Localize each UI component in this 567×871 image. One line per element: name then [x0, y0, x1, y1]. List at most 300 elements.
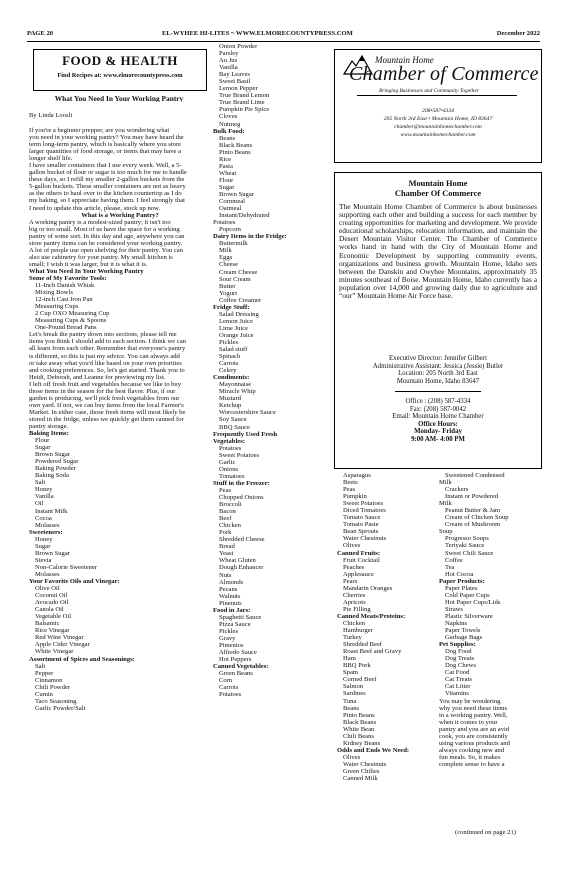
text-line: all learn from each other. Remember that everyone's pantry [29, 345, 186, 353]
list-item: Cherries [343, 591, 366, 599]
text-line: You may be wondering [439, 697, 501, 705]
text-line: fun meals. So, it makes [439, 753, 501, 761]
list-item: Peas [343, 486, 356, 494]
list-item: Fruit Cocktail [343, 556, 380, 564]
list-item: Gravy [219, 634, 236, 642]
list-item: Mayonnaise [219, 381, 252, 389]
list-item: Bacon [219, 508, 236, 516]
ad-script-top: Mountain Home [375, 55, 434, 65]
ad-phone: 208•587•4334 [422, 108, 454, 114]
list-item: Chicken [343, 619, 365, 627]
section-title: FOOD & HEALTH [62, 53, 178, 68]
list-item: Progresso Soups [445, 535, 489, 543]
list-item: Yogurt [219, 289, 238, 297]
list-item: Lime Juice [219, 324, 249, 332]
list-item: Walnuts [219, 592, 241, 600]
text-line: as the others to haul over to the kitchen countertop as I do [29, 190, 182, 198]
text-line: garden is producing, we'll pick fresh vegetables from our [29, 394, 180, 402]
text-line: big or too small. Most of us have the space for a working [29, 225, 180, 233]
ad-tagline: Bringing Businesses and Community Together [379, 88, 479, 94]
list-item: Pickles [219, 627, 239, 635]
text-line: also use cabinetry for your pantry. My small kitchen is [29, 253, 173, 261]
list-item: Bean Sprouts [343, 528, 379, 536]
chamber-article [334, 172, 542, 469]
list-item: Cinnamon [35, 676, 63, 684]
list-item: Instant Milk [35, 507, 68, 515]
list-heading: Fridge Stuff: [213, 303, 250, 311]
list-item: Water Chestnuts [343, 535, 387, 543]
list-item: Coconut Oil [35, 592, 68, 600]
list-item: Shredded Cheese [219, 536, 265, 544]
list-item: Parsley [219, 50, 239, 58]
contact-line: Location: 205 North 3rd East [398, 370, 478, 378]
list-item: Water Chestnuts [343, 760, 387, 768]
list-item: Potatoes [219, 444, 242, 452]
list-heading: Odds and Ends We Need: [337, 746, 410, 754]
list-item: Sour Cream [219, 275, 251, 283]
list-item: Avocado Oil [35, 599, 69, 607]
text-line: Let's break the pantry down into sections, please tell me [29, 331, 177, 339]
list-item: Crackers [445, 486, 469, 494]
list-item: Dough Enhancer [219, 564, 264, 572]
article-title: What You Need In Your Working Pantry [54, 95, 184, 103]
article-column-3 [337, 472, 437, 832]
list-item: Apple Cider Vinegar [35, 641, 90, 649]
list-heading: What You Need In Your Working Pantry [29, 267, 144, 275]
list-item: Spinach [219, 353, 241, 361]
list-item: Pimentos [219, 641, 244, 649]
list-heading: Dairy Items in the Fridge: [213, 233, 287, 241]
list-item: Popcorn [219, 226, 241, 234]
list-item: 12-inch Cast Iron Pan [35, 296, 93, 304]
list-item: Cumin [35, 690, 53, 698]
text-line: Milk [439, 479, 452, 487]
list-item: Cloves [219, 113, 238, 121]
list-item: Instant or Powdered [445, 493, 499, 501]
list-item: Chili Beans [343, 732, 374, 740]
chamber-body: The Mountain Home Chamber of Commerce is about businesses supporting each other and building a success for each member by creating opportunities for marketing and development. We provide educational scholarships, relocation information, and maintain the Desert Mountain Visitor Center. The Chamber of Commerce works hand in hand with the City of Mountain Home and Economic Development by supporting community events, organizations and business growth. Mountain Home, Idaho sets between the Danskin and Owyhee Mountains, approximately 35 minutes southeast of Boise. Mountain Home, Idaho currently has a population over 14,000 and growing daily due to agriculture and “our” Mountain Home Air Force base. [339, 202, 537, 301]
list-item: Pinto Beans [219, 148, 251, 156]
list-item: Powdered Sugar [35, 458, 79, 466]
list-item: True Brand Lime [219, 99, 265, 107]
list-item: Salad Dressing [219, 310, 259, 318]
list-item: Mustard [219, 395, 241, 403]
list-item: BBQ Sauce [219, 423, 250, 431]
list-item: Taco Seasoning [35, 697, 77, 705]
list-item: Instant/Dehydrated [219, 212, 270, 220]
list-item: Garbage Bags [445, 634, 483, 642]
list-item: Applesauce [343, 570, 374, 578]
list-item: Sweet Basil [219, 78, 251, 86]
list-item: Beets [343, 479, 358, 487]
list-item: Cat Treats [445, 676, 472, 684]
ad-website: www.mountainhomechamber.com [400, 132, 476, 138]
list-heading: Frequently Used Fresh [213, 430, 278, 438]
list-item: Tomato Sauce [343, 514, 381, 522]
list-item: Sweet Chili Sauce [445, 549, 494, 557]
list-item: Eggs [219, 254, 233, 262]
list-item: Teriyaki Sauce [445, 542, 485, 550]
list-item: Chili Powder [35, 683, 70, 691]
office-email: Email: Mountain Home Chamber [392, 413, 484, 421]
text-line: is different, so this is just my advice. You can always add [29, 352, 180, 360]
list-item: Tuna [343, 697, 357, 705]
list-item: Au Jus [219, 57, 238, 65]
list-heading: Paper Products: [439, 577, 485, 585]
list-item: Olives [343, 753, 361, 761]
list-heading: Condiments: [213, 374, 250, 382]
list-item: Red Wine Vinegar [35, 634, 84, 642]
ad-address: 205 North 3rd East • Mountain Home, ID 83647 [383, 116, 493, 122]
list-item: Pears [343, 577, 358, 585]
text-line: Heidi, Deborah, and Leanne for previewing my list. [29, 373, 166, 381]
list-item: Molasses [35, 570, 60, 578]
text-line: Milk [439, 500, 452, 508]
continued-note: (continued on page 21) [455, 829, 516, 836]
text-line: these days, so I refill my smaller 2-gallon buckets from the [29, 176, 185, 184]
page-header [27, 27, 540, 42]
list-item: Chicken [219, 522, 241, 530]
list-heading: Pet Supplies: [439, 641, 476, 649]
list-item: Cornmeal [219, 198, 246, 206]
list-item: Salad stuff [219, 346, 248, 354]
list-item: Garlic [219, 458, 236, 466]
ad-divider [357, 95, 517, 96]
office-fax: Fax: (208) 587-0042 [409, 405, 467, 413]
list-item: Celery [219, 367, 237, 375]
list-item: Potatoes [219, 691, 242, 699]
list-item: Canola Oil [35, 606, 64, 614]
list-item: White Vinegar [35, 648, 74, 656]
list-item: Almonds [219, 578, 244, 586]
list-item: Black Beans [219, 141, 253, 149]
list-item: Napkins [445, 619, 467, 627]
list-item: Coffee [445, 556, 463, 564]
list-item: Cold Paper Cups [445, 591, 490, 599]
list-item: Honey [35, 535, 53, 543]
list-heading: Assortment of Spices and Seasonings: [29, 655, 135, 663]
text-line: items you think I should add to each section. I think we can [29, 338, 186, 346]
list-item: Salt [35, 479, 46, 487]
list-item: Beans [343, 704, 360, 712]
list-item: Buttermilk [219, 240, 248, 248]
list-item: Lemon Pepper [219, 85, 258, 93]
chamber-contact [335, 355, 541, 385]
text-line: always cooking new and [439, 746, 505, 754]
list-item: Apricots [343, 598, 366, 606]
hours-days: Monday- Friday [414, 428, 462, 436]
list-item: Pork [219, 529, 232, 537]
text-line: A working pantry is a modest-sized pantry; it isn't too [29, 218, 171, 226]
list-item: Peanut Butter & Jam [445, 507, 501, 515]
list-heading: Food in Jars: [213, 606, 251, 614]
list-heading: Bulk Food: [213, 127, 245, 135]
list-item: Paper Towels [445, 627, 481, 635]
list-item: Worcestershire Sauce [219, 409, 276, 417]
list-item: Canned Milk [343, 775, 378, 783]
text-line: I have smaller containers that I use every week. Well, a 5- [29, 162, 182, 170]
list-item: Wheat [219, 169, 237, 177]
list-item: Nuts [219, 571, 232, 579]
list-heading: Canned Meats/Proteins: [337, 612, 406, 620]
list-item: Hot Cocoa [445, 570, 474, 578]
list-item: Hot Peppers [219, 656, 252, 664]
list-item: Mixing Bowls [35, 289, 73, 297]
article-byline: By Linda Loosli [29, 112, 73, 119]
list-item: Black Beans [343, 718, 377, 726]
list-item: Spaghetti Sauce [219, 613, 262, 621]
list-item: Pasta [219, 162, 233, 170]
text-line: 5-gallon buckets. These smaller containers are not as heavy [29, 183, 186, 191]
list-item: Sugar [219, 183, 235, 191]
text-line: term long-term pantry, which is basically where you store [29, 141, 182, 149]
list-item: Cat Litter [445, 683, 471, 691]
list-item: Asparagus [343, 472, 371, 479]
list-item: Honey [35, 486, 53, 494]
ad-email: chamber@mountainhomechamber.com [394, 124, 482, 130]
list-item: Carrots [219, 360, 239, 368]
text-line: larger quantities of food storage, or items that may have a [29, 148, 182, 156]
list-item: Pickles [219, 338, 239, 346]
list-item: Cocoa [35, 514, 52, 522]
list-item: Dog Food [445, 648, 472, 656]
text-line: gallon bucket of flour or sugar is too much for me to handle [29, 169, 187, 177]
list-item: Olives [343, 542, 361, 550]
list-item: Dog Chews [445, 662, 476, 670]
list-item: Vegetable Oil [35, 613, 72, 621]
list-item: Corn [219, 677, 233, 685]
section-banner [33, 49, 207, 91]
list-item: Ham [343, 655, 356, 663]
list-item: Orange Juice [219, 331, 254, 339]
list-item: Bread [219, 543, 235, 551]
list-item: Pizza Sauce [219, 620, 251, 628]
list-item: Broccoli [219, 501, 242, 509]
list-item: Garlic Powder/Salt [35, 704, 86, 712]
newspaper-page [27, 27, 540, 857]
chamber-ad [334, 49, 542, 163]
text-line: I need to update this article, please, stock up now. [29, 204, 161, 212]
list-item: Corned Beef [343, 676, 377, 684]
list-heading: Canned Fruits: [337, 549, 381, 557]
list-heading: Sweeteners: [29, 528, 63, 536]
list-item: Milk [219, 247, 232, 255]
list-item: Mandarin Oranges [343, 584, 393, 592]
section-subtitle: Find Recipes at: www.elmorecountypress.com [57, 72, 183, 79]
list-item: Nutmeg [219, 120, 241, 128]
list-item: Pinenuts [219, 599, 242, 607]
list-item: Roast Beef and Gravy [343, 648, 402, 656]
hours-time: 9:00 AM- 4:00 PM [411, 435, 465, 443]
list-item: Peas [219, 486, 232, 494]
list-item: Green Beans [219, 670, 253, 678]
list-item: Salt [35, 662, 46, 670]
text-line: stored in the fridge, unless we quickly get them canned for [29, 415, 184, 423]
list-item: Measuring Cups & Spoons [35, 317, 107, 325]
contact-divider [395, 391, 481, 392]
list-item: Turkey [343, 634, 362, 642]
chamber-title-2: Chamber Of Commerce [394, 188, 482, 198]
list-item: Sweet Potatoes [343, 500, 384, 508]
list-item: Hamburger [343, 627, 373, 635]
list-item: Brown Sugar [35, 549, 70, 557]
list-item: Coffee Creamer [219, 296, 262, 304]
contact-line: Administrative Assistant: Jessica (Jessie) Butler [372, 362, 504, 370]
list-item: Straws [445, 605, 463, 613]
article-column-4 [439, 472, 540, 822]
office-phone: Office : (208) 587-4334 [405, 398, 471, 405]
text-line: Potatoes [213, 219, 236, 227]
list-item: Measuring Cups [35, 303, 79, 311]
list-item: Tea [445, 563, 455, 571]
list-item: Wheat Gluten [219, 557, 256, 565]
list-item: Brown Sugar [219, 190, 254, 198]
list-item: Dog Treats [445, 655, 475, 663]
list-item: Baking Powder [35, 465, 76, 473]
list-item: Bay Leaves [219, 71, 250, 79]
list-item: Soy Sauce [219, 416, 247, 424]
text-line: If you're a beginner prepper, are you wondering what [29, 127, 170, 134]
text-line: own yard. If not, we can buy items from the local Farmer's [29, 401, 184, 409]
list-item: Tomatoes [219, 472, 245, 480]
list-item: Butter [219, 282, 236, 290]
list-item: Sweetened Condensed [445, 472, 505, 479]
page-number: PAGE 20 [27, 30, 54, 37]
list-item: Balsamic [35, 620, 60, 628]
chamber-title-1: Mountain Home [408, 179, 468, 188]
text-line: Market. In either case, those fresh items will most likely be [29, 408, 186, 416]
list-item: Rice Vinegar [35, 627, 70, 635]
list-item: Diced Tomatoes [343, 507, 386, 515]
text-line: you need in your working pantry? You may have heard the [29, 134, 184, 142]
text-line: those items in the season for the best flavor. Plus, if our [29, 387, 176, 395]
text-line: my baking, so I appreciate having them. I feel strongly that [29, 197, 186, 205]
list-item: Salmon [343, 683, 364, 691]
list-heading: Some of My Favorite Tools: [29, 274, 107, 282]
list-item: Yeast [219, 550, 234, 558]
text-line: pantry of some sort. In this day and age, anywhere you can [29, 232, 185, 240]
list-item: Flour [35, 437, 50, 445]
issue-date: December 2022 [496, 30, 540, 37]
text-line: using various products and [439, 739, 510, 747]
list-item: Sugar [35, 444, 51, 452]
list-item: Cat Food [445, 669, 470, 677]
text-line: or take away what you'd like based on your own priorities [29, 359, 182, 367]
list-item: Pumpkin Pie Spice [219, 106, 270, 114]
list-item: Pumpkin [343, 493, 367, 501]
list-item: Baking Soda [35, 472, 69, 480]
list-item: BBQ Pork [343, 662, 371, 670]
list-item: Molasses [35, 521, 60, 529]
text-line: Soup [439, 528, 453, 536]
list-item: Brown Sugar [35, 451, 70, 459]
list-item: Onion Powder [219, 43, 258, 50]
list-item: Carrots [219, 684, 239, 692]
list-item: Olive Oil [35, 585, 60, 593]
list-heading: Your Favorite Oils and Vinegar: [29, 578, 120, 585]
text-line: when it comes to your [439, 718, 498, 726]
list-item: Miracle Whip [219, 388, 256, 396]
list-item: Vitamins [445, 690, 469, 698]
list-heading: Vegetables: [213, 437, 245, 445]
text-line: A lot of people use open shelving for their pantry. You can [29, 246, 183, 254]
ad-script-main: Chamber of Commerce [349, 63, 539, 85]
text-line: cook, you are consistently [439, 732, 508, 740]
list-item: Green Chilies [343, 767, 380, 775]
text-line: complete sense to have a [439, 760, 505, 768]
list-item: Cream Cheese [219, 268, 258, 276]
list-item: Vanilla [219, 64, 238, 72]
text-line: I left off fresh fruit and vegetables because we like to buy [29, 380, 182, 388]
list-item: Kidney Beans [343, 739, 381, 747]
text-line: pantry and you are an avid [439, 725, 510, 733]
masthead: EL-WYHEE HI-LITES ~ WWW.ELMORECOUNTYPRESS.COM [162, 30, 353, 37]
text-line: longer shelf life. [29, 155, 73, 163]
text-line: pantry storage. [29, 422, 69, 430]
list-item: Shredded Beef [343, 641, 382, 649]
list-item: Stevia [35, 556, 52, 564]
list-item: Cheese [219, 261, 239, 269]
list-item: Vanilla [35, 493, 54, 501]
text-line: small; I wish it was larger, but it is what it is. [29, 260, 148, 268]
list-item: Rice [219, 155, 232, 163]
contact-line: Executive Director: Jennifer Gilbert [389, 355, 487, 362]
list-item: Oatmeal [219, 205, 242, 213]
list-item: Alfredo Sauce [219, 649, 257, 657]
list-item: Chopped Onions [219, 494, 264, 501]
article-column-1 [29, 127, 211, 857]
list-item: 11-Inch Danish Whisk [35, 282, 95, 290]
list-item: Beans [219, 134, 236, 142]
list-heading: Canned Vegetables: [213, 663, 269, 671]
list-item: Ketchup [219, 402, 242, 410]
text-line: in a working pantry. Well, [439, 711, 508, 719]
list-item: Paper Plates [445, 584, 478, 592]
text-line: and cooking preferences. So, let's get started. Thank you to [29, 366, 185, 374]
list-item: Pinto Beans [343, 711, 375, 719]
list-item: Sardines [343, 690, 366, 698]
list-item: Hot Paper Cups/Lids [445, 598, 501, 606]
text-line: why you need these items [439, 704, 508, 712]
list-item: Tomato Paste [343, 521, 379, 529]
article-column-2 [213, 43, 331, 857]
list-item: Pepper [35, 669, 54, 677]
list-item: Oil [35, 500, 44, 508]
list-item: 2 Cup OXO Measuring Cup [35, 310, 110, 318]
chamber-office [335, 398, 541, 444]
list-item: Sugar [35, 542, 51, 550]
list-item: Non-Calorie Sweetener [35, 563, 98, 571]
text-line: store pantry items can be considered your working pantry. [29, 239, 183, 247]
list-item: Cream of Mushroom [445, 521, 501, 529]
subheading: What is a Working Pantry? [81, 211, 159, 219]
list-item: Sweet Potatoes [219, 451, 260, 459]
list-item: Lemon Juice [219, 317, 253, 325]
hours-title: Office Hours: [418, 420, 458, 428]
list-item: Peaches [343, 563, 365, 571]
list-item: Plastic Silverware [445, 612, 493, 620]
list-item: True Brand Lemon [219, 92, 270, 100]
list-item: Pie Filling [343, 605, 371, 613]
contact-line: Mountain Home, Idaho 83647 [396, 377, 480, 385]
list-item: Beef [219, 515, 232, 523]
list-item: Spam [343, 669, 359, 677]
list-heading: Baking Items: [29, 430, 69, 438]
list-item: Cream of Chicken Soup [445, 514, 509, 522]
list-heading: Stuff in the Freezer: [213, 479, 270, 487]
list-item: White Bean [343, 725, 375, 733]
list-item: Flour [219, 176, 234, 184]
